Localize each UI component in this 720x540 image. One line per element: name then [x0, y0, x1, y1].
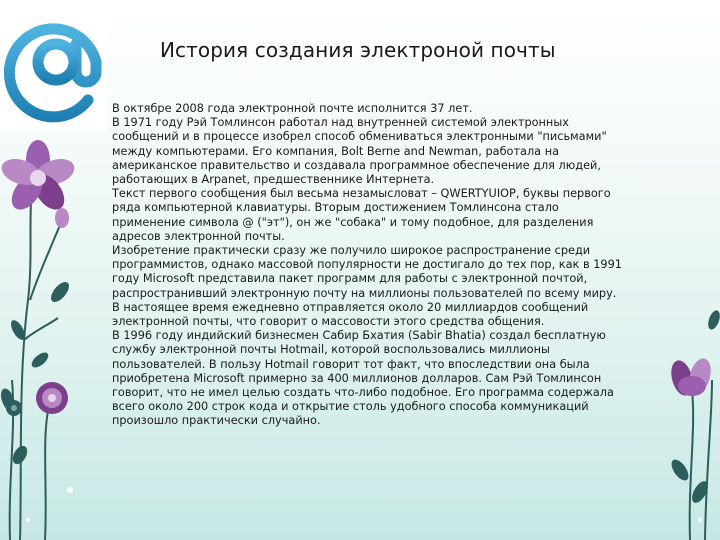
paragraph: В настоящее время ежедневно отправляется около 20 миллиардов сообщений электронной почты, что говорит о массовости этого средства общения.: [112, 300, 589, 329]
flower-bud-left: [55, 208, 69, 228]
flower-large-left: [0, 140, 78, 215]
leaf-group-left: [0, 279, 72, 467]
paragraph: Изобретение практически сразу же получило широкое распространение среди программистов, однако массовой популярности не достигало до тех пор, как в 1991 году Microsoft представила пакет программ для работы с электронной почтой, распространивший электронную почту на миллионы пользователей по всему миру.: [112, 244, 622, 300]
paragraph: Текст первого сообщения был весьма незамысловат – QWERTYUIOP, буквы первого ряда компьютерной клавиатуры. Вторым достижением Томлинсона стало применение символа @ ("эт"), он же "собака" и тому подобное, для разделения адресов электронной почты.: [112, 187, 611, 243]
flower-stems-left: [10, 170, 62, 540]
sparkles-left: [26, 487, 73, 522]
flower-star-left: [6, 400, 22, 416]
flower-stems-right: [690, 380, 712, 540]
flower-large-right: [668, 356, 715, 398]
paragraph: В 1971 году Рэй Томлинсон работал над внутренней системой электронных сообщений и в процессе изобрел способ обмениваться электронными "письмами" между компьютерами. Его компания, Bolt Berne and Newman, работала на американское правительство и создавала программное обеспечение для людей, работающих в Arpanet, предшественнике Интернета.: [112, 116, 607, 187]
sparkles-right: [698, 518, 702, 522]
paragraph: В октябре 2008 года электронной почте исполнится 37 лет.: [112, 102, 473, 115]
slide-title: История создания электроной почты: [160, 38, 556, 62]
at-sign-icon: [0, 0, 108, 132]
at-sign-logo: [0, 0, 108, 132]
slide-body: [112, 102, 632, 429]
paragraph: В 1996 году индийский бизнесмен Сабир Бхатия (Sabir Bhatia) создал бесплатную службу электронной почты Hotmail, которой воспользовались миллионы пользователей. В пользу Hotmail говорит тот факт, что впоследствии она была приобретена Microsoft примерно за 400 миллионов долларов. Сам Рэй Томлинсон говорит, что не имел целью создать что-либо подобное. Его программа содержала всего около 200 строк кода и открытие столь удобного способа коммуникаций произошло практически случайно.: [112, 329, 614, 428]
flower-round-left: [36, 382, 68, 414]
leaf-group-right: [668, 309, 720, 505]
